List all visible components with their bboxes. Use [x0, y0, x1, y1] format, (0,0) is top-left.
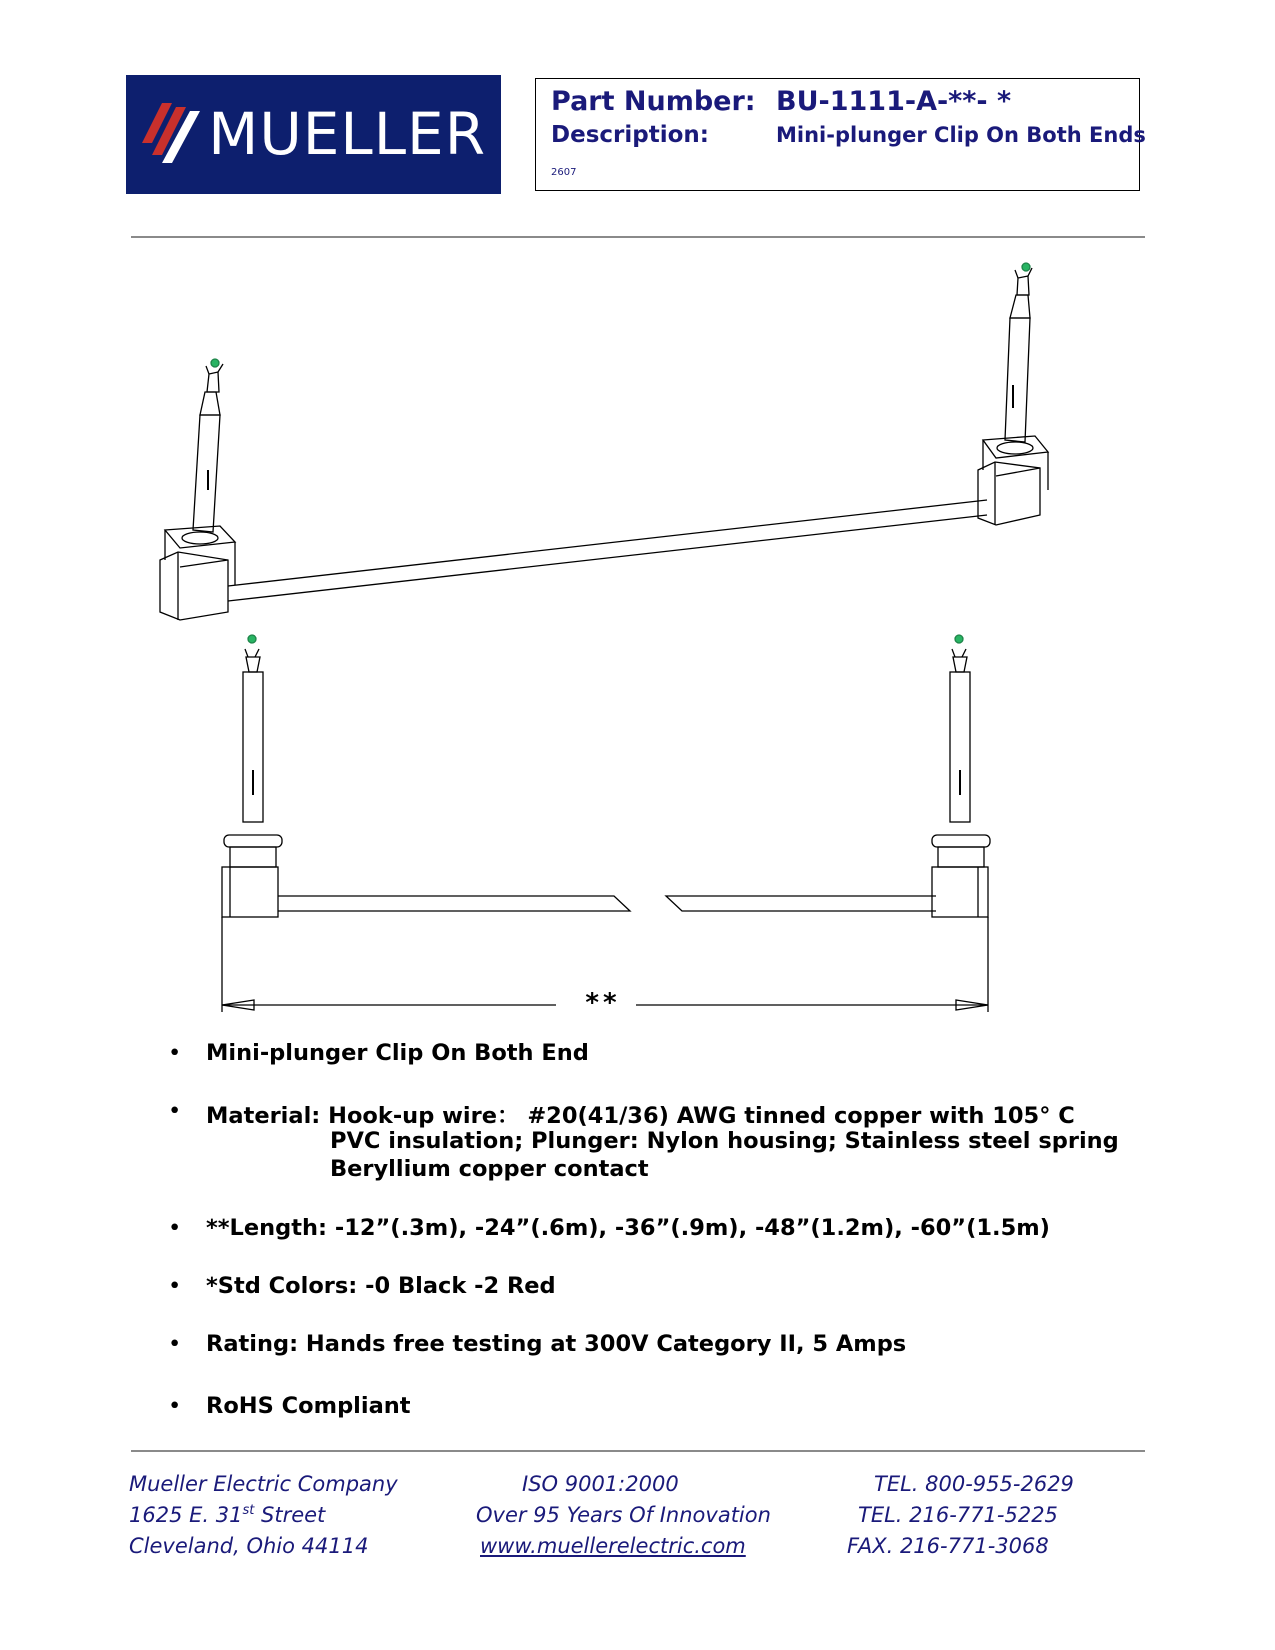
iso-certification: ISO 9001:2000: [522, 1472, 679, 1496]
phone-local: TEL. 216-771-5225: [858, 1503, 1058, 1527]
company-tagline: Over 95 Years Of Innovation: [476, 1503, 771, 1527]
bullet-icon: •: [168, 1273, 182, 1299]
description-label: Description:: [551, 122, 709, 148]
bullet-icon: •: [168, 1215, 182, 1241]
fax-number: FAX. 216-771-3068: [847, 1534, 1049, 1558]
bullet-icon: •: [168, 1331, 182, 1357]
company-name: Mueller Electric Company: [129, 1472, 398, 1496]
part-number-label: Part Number:: [551, 86, 756, 117]
city-address: Cleveland, Ohio 44114: [129, 1534, 369, 1558]
document-code: 2607: [551, 167, 577, 178]
bullet-icon: •: [168, 1040, 182, 1066]
side-view-right: [666, 635, 990, 917]
street-address: 1625 E. 31st Street: [129, 1503, 326, 1527]
bullet-icon: •: [168, 1098, 182, 1124]
phone-tollfree: TEL. 800-955-2629: [874, 1472, 1074, 1496]
side-view-left: [222, 635, 630, 917]
footer-divider: [131, 1450, 1145, 1452]
isometric-view: [160, 263, 1048, 620]
bullet-icon: •: [168, 1393, 182, 1419]
part-number-value: BU-1111-A-**- *: [776, 86, 1012, 117]
dimension-label: **: [585, 988, 621, 1018]
logo-wordmark: MUELLER: [208, 100, 486, 168]
website-link[interactable]: www.muellerelectric.com: [480, 1534, 746, 1558]
description-value: Mini-plunger Clip On Both Ends: [776, 123, 1146, 147]
